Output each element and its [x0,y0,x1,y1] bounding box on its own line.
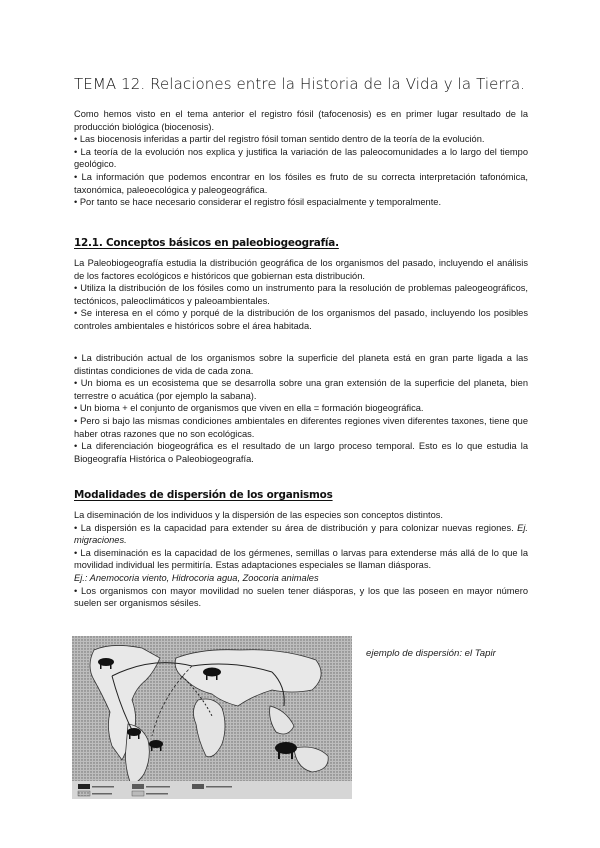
world-map-image [72,636,352,799]
section2-line: • Los organismos con mayor movilidad no suelen tener diásporas, y los que las poseen en mayor número suelen ser organismos sésiles. [74,585,528,609]
section1-line: • Un bioma es un ecosistema que se desarrolla sobre una gran extensión de la superficie del planeta, bien terrestre o acuática (por ejemplo la sabana). [74,378,528,401]
section2-line: La diseminación de los individuos y la dispersión de las especies son conceptos distintos. [74,510,443,520]
intro-line: • Las biocenosis inferidas a partir del registro fósil toman sentido dentro de la teoría de la evolución. [74,134,485,145]
section2-italic: Ej. migraciones. [74,522,528,546]
section2-line [74,572,528,585]
section1-line: La Paleobiogeografía estudia la distribución geográfica de los organismos del pasado, incluyendo el análisis de los factores ecológicos e históricos que gobiernan esta distribución. [74,258,528,281]
section1-line: • La distribución actual de los organismos sobre la superficie del planeta está en gran parte ligada a las distintas condiciones de vida de cada zona. [74,353,528,376]
intro-line: • La teoría de la evolución nos explica y justifica la variación de las paleocomunidades a lo largo del tiempo geológico. [74,146,528,170]
intro-line: • Por tanto se hace necesario considerar el registro fósil espacialmente y temporalmente. [74,197,442,208]
section1-paragraph-2 [74,352,528,465]
page-title: TEMA 12. Relaciones entre la Historia de la Vida y la Tierra. [74,75,526,93]
section1-line: • Utiliza la distribución de los fósiles como un instrumento para la resolución de problemas paleogeográficos, tectónicos, paleoclimáticos y paleoambientales. [74,283,528,306]
section1-paragraph-1 [74,257,528,333]
intro-line: Como hemos visto en el tema anterior el registro fósil (tafocenosis) es en primer lugar resultado de la producción biológica (biocenosis). [74,109,528,132]
section1-line: • Se interesa en el cómo y porqué de la distribución de los organismos del pasado, incluyendo los posibles controles ambientales e históricos sobre el área habitada. [74,308,528,331]
intro-line: • La información que podemos encontrar en los fósiles es fruto de su correcta interpretación tafonómica, taxonómica, paleoecológica y paleogeográfica. [74,171,528,195]
section-heading-conceptos: 12.1. Conceptos básicos en paleobiogeografía. [74,237,339,249]
section1-line: • Pero si bajo las mismas condiciones ambientales en diferentes regiones viven diferentes taxones, tiene que haber otras razones que no son ecológicas. [74,415,528,439]
figure-caption: ejemplo de dispersión: el Tapir [366,648,496,659]
section2-paragraph [74,509,528,610]
section2-line [74,522,528,547]
section2-line: • La diseminación es la capacidad de los gérmenes, semillas o larvas para extenderse más allá de lo que la movilidad individual les permitiría. Estas adaptaciones especiales se llaman diásporas. [74,547,528,571]
section2-text: • La dispersión es la capacidad para extender su área de distribución y para colonizar nuevas regiones. [74,522,518,533]
section1-line: • Un bioma + el conjunto de organismos que viven en ella = formación biogeográfica. [74,403,424,414]
section2-italic: Ej.: Anemocoria viento, Hidrocoria agua, Zoocoria animales [74,572,319,583]
section1-line: • La diferenciación biogeográfica es el resultado de un largo proceso temporal. Esto es lo que estudia la Biogeografía Histórica o Paleobiogeografía. [74,441,528,464]
section-heading-dispersion: Modalidades de dispersión de los organismos [74,489,333,501]
intro-paragraph [74,108,528,209]
tapir-dispersion-map [72,636,352,799]
